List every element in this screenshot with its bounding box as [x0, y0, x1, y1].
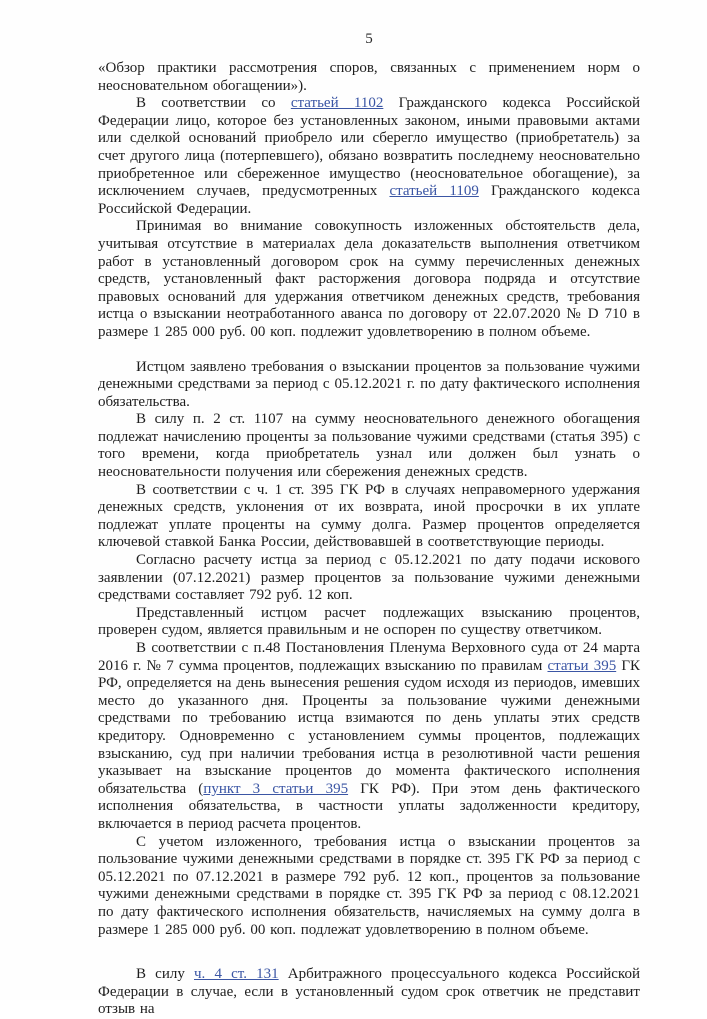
statute-link[interactable]: статьей 1102: [290, 95, 384, 112]
statute-link[interactable]: статьей 1109: [389, 183, 479, 200]
paragraph: [98, 218, 640, 341]
paragraph: [98, 482, 640, 552]
text-run: Арбитражного процессуального кодекса Российской Федерации в случае, если в установленный судом срок ответчик не представит отзыв на: [98, 966, 640, 1018]
text-run: С учетом изложенного, требования истца о взыскании процентов за пользование чужими денежными средствами в порядке ст. 395 ГК РФ за период с 05.12.2021 по 07.12.2021 в размере 792 руб. 12 коп., процентов за пользование чужими денежными средствами в порядке ст. 395 ГК РФ за период с 08.12.2021 по дату фактического исполнения обязательств, начисляемых на сумму долга в размере 1 285 000 руб. 00 коп. подлежат удовлетворению в полном объеме.: [98, 833, 640, 938]
text-run: Истцом заявлено требования о взыскании процентов за пользование чужими денежными средствами за период с 05.12.2021 г. по дату фактического исполнения обязательства.: [98, 358, 640, 410]
text-run: В соответствии с ч. 1 ст. 395 ГК РФ в случаях неправомерного удержания денежных средств, уклонения от их возврата, иной просрочки в их уплате подлежат уплате проценты на сумму долга. Размер процентов определяется ключевой ставкой Банка России, действовавшей в соответствующие периоды.: [98, 481, 640, 551]
paragraph: [98, 411, 640, 481]
text-run: Гражданского кодекса Российской Федерации лицо, которое без установленных законом, иными правовыми актами или сделкой оснований приобрело или сберегло имущество (приобретатель) за счет другого лица (потерпевшего), обязано возвратить последнему неосновательно приобретенное или сбереженное имущество (неосновательное обогащение), за исключением случаев, предусмотренных: [98, 95, 641, 200]
paragraph: [98, 552, 640, 605]
document-body: [98, 60, 640, 1019]
text-run: В силу: [136, 966, 194, 983]
text-run: Представленный истцом расчет подлежащих взысканию процентов, проверен судом, является правильным и не оспорен по существу ответчиком.: [98, 604, 640, 639]
text-run: В соответствии с п.48 Постановления Пленума Верховного суда от 24 марта 2016 г. № 7 сумма процентов, подлежащих взысканию по правилам: [98, 640, 640, 674]
paragraph: [98, 834, 640, 940]
text-run: Гражданского кодекса Российской Федерации.: [98, 183, 640, 217]
paragraph: [98, 95, 640, 218]
statute-link[interactable]: статьи 395: [547, 657, 617, 674]
text-run: ГК РФ). При этом день фактического исполнения обязательства, в частности уплаты задолженности кредитору, включается в период расчета процентов.: [98, 780, 640, 832]
paragraph: [98, 605, 640, 640]
page-number: 5: [365, 31, 373, 47]
statute-link[interactable]: ч. 4 ст. 131: [194, 966, 279, 983]
text-run: Согласно расчету истца за период с 05.12.2021 по дату подачи искового заявлении (07.12.2021) размер процентов за пользование чужими денежными средствами составляет 792 руб. 12 коп.: [98, 552, 640, 604]
text-run: ГК РФ, определяется на день вынесения решения судом исходя из периодов, имевших место до указанного дня. Проценты за пользование чужими денежными средствами по требованию истца взимаются по день уплаты этих средств кредитору. Одновременно с установлением суммы процентов, подлежащих взысканию, суд при наличии требования истца в резолютивной части решения указывает на взыскание процентов до момента фактического исполнения обязательства (: [98, 657, 641, 797]
text-run: Принимая во внимание совокупность изложенных обстоятельств дела, учитывая отсутствие в материалах дела доказательств выполнения ответчиком работ в установленный договором срок на сумму перечисленных денежных средств, установленный факт расторжения договора подряда и отсутствие правовых оснований для удержания ответчиком денежных средств, требования истца о взыскании неотработанного аванса по договору от 22.07.2020 № D 710 в размере 1 285 000 руб. 00 коп. подлежит удовлетворению в полном объеме.: [98, 218, 640, 340]
statute-link[interactable]: пункт 3 статьи 395: [203, 780, 349, 797]
text-run: «Обзор практики рассмотрения споров, связанных с применением норм о неосновательном обогащении»).: [98, 60, 640, 94]
paragraph: [98, 359, 640, 412]
paragraph: [98, 640, 640, 834]
paragraph: [98, 60, 640, 95]
text-run: В силу п. 2 ст. 1107 на сумму неосновательного денежного обогащения подлежат начислению проценты за пользование чужими средствами (статья 395) с того времени, когда приобретатель узнал или должен был узнать о неосновательности получения или сбережения денежных средств.: [98, 411, 640, 481]
paragraph: [98, 966, 640, 1019]
text-run: В соответствии со: [136, 95, 291, 112]
